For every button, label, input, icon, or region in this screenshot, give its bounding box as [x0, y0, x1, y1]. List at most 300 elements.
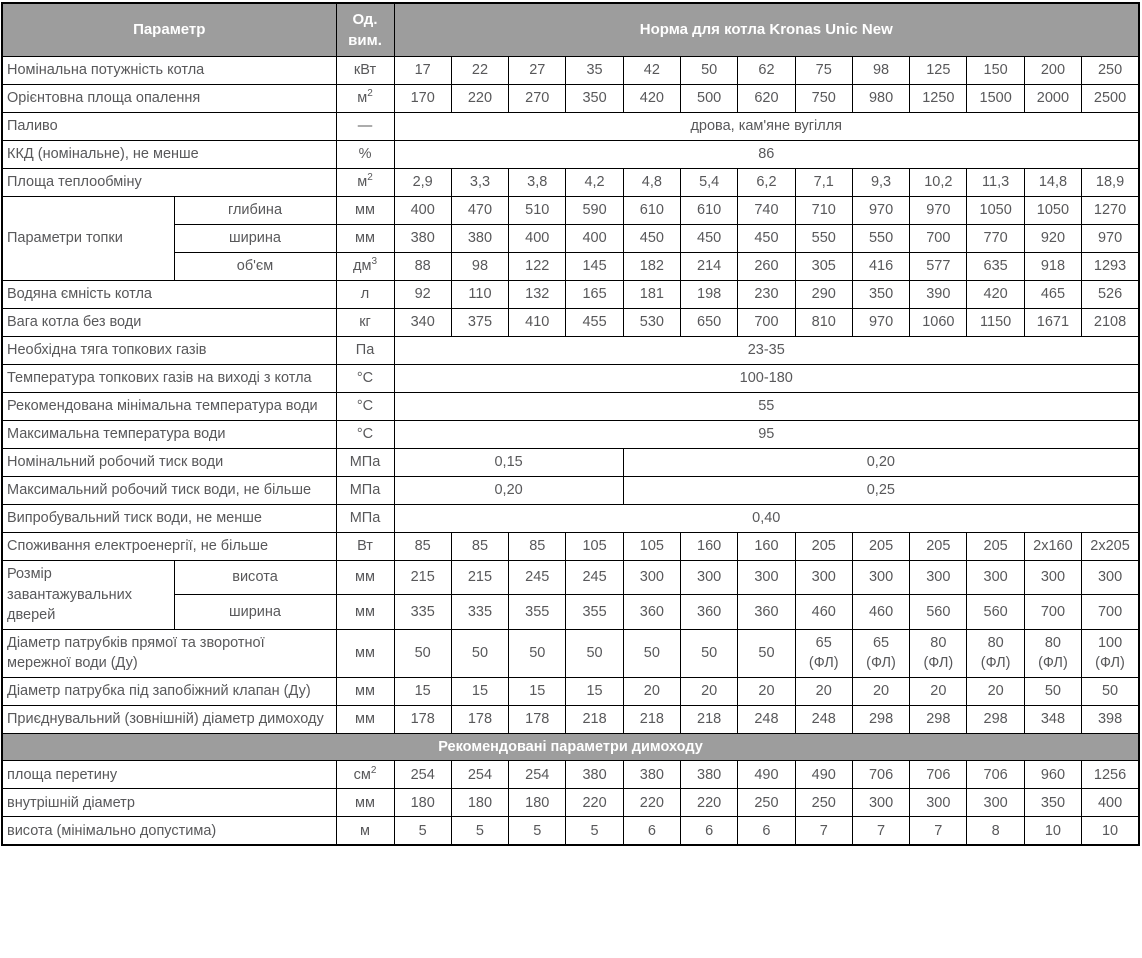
value-cell: 5 — [566, 817, 623, 846]
unit-cell: мм — [336, 677, 394, 705]
value-cell: 35 — [566, 57, 623, 85]
value-cell: 50 — [394, 629, 451, 677]
value-cell: 86 — [394, 141, 1139, 169]
value-cell: 450 — [623, 225, 680, 253]
value-cell: 2x160 — [1024, 533, 1081, 561]
value-cell: 254 — [451, 761, 508, 789]
param-cell: Діаметр патрубків прямої та зворотної мережної води (Ду) — [2, 629, 336, 677]
value-cell: 5 — [509, 817, 566, 846]
unit-cell: МПа — [336, 477, 394, 505]
value-cell: 1250 — [910, 85, 967, 113]
value-cell: 92 — [394, 281, 451, 309]
param-cell: ККД (номінальне), не менше — [2, 141, 336, 169]
unit-cell: кВт — [336, 57, 394, 85]
value-cell: 375 — [451, 309, 508, 337]
table-row — [2, 85, 1139, 113]
value-cell: 245 — [566, 561, 623, 595]
value-cell: 80 (ФЛ) — [910, 629, 967, 677]
value-cell: 550 — [852, 225, 909, 253]
value-cell: 355 — [509, 595, 566, 629]
section-header-row — [2, 733, 1139, 761]
value-cell: 150 — [967, 57, 1024, 85]
unit-cell: мм — [336, 197, 394, 225]
value-cell: 298 — [852, 705, 909, 733]
value-cell: 4,2 — [566, 169, 623, 197]
value-cell: 620 — [738, 85, 795, 113]
param-cell: Вага котла без води — [2, 309, 336, 337]
param-cell: Паливо — [2, 113, 336, 141]
value-cell: 14,8 — [1024, 169, 1081, 197]
table-header-row — [2, 3, 1139, 57]
unit-superscript: 2 — [367, 172, 373, 184]
value-cell: 218 — [623, 705, 680, 733]
value-cell: 18,9 — [1082, 169, 1139, 197]
param-cell: висота (мінімально допустима) — [2, 817, 336, 846]
value-cell: 1050 — [967, 197, 1024, 225]
value-cell: 170 — [394, 85, 451, 113]
value-cell: 98 — [852, 57, 909, 85]
value-cell: 1050 — [1024, 197, 1081, 225]
value-cell: 2x205 — [1082, 533, 1139, 561]
value-cell: 88 — [394, 253, 451, 281]
value-cell: 300 — [623, 561, 680, 595]
value-cell: 270 — [509, 85, 566, 113]
value-cell: 8 — [967, 817, 1024, 846]
unit-superscript: 2 — [367, 88, 373, 100]
value-cell: 770 — [967, 225, 1024, 253]
table-row — [2, 281, 1139, 309]
param-cell: Приєднувальний (зовнішній) діаметр димоходу — [2, 705, 336, 733]
value-cell: 105 — [623, 533, 680, 561]
value-cell: 920 — [1024, 225, 1081, 253]
value-cell: 510 — [509, 197, 566, 225]
value-cell: 335 — [451, 595, 508, 629]
value-cell: 230 — [738, 281, 795, 309]
unit-cell: °С — [336, 421, 394, 449]
table-row — [2, 817, 1139, 846]
value-cell: 248 — [738, 705, 795, 733]
value-cell: 380 — [566, 761, 623, 789]
value-cell: 180 — [451, 789, 508, 817]
value-cell: 85 — [394, 533, 451, 561]
unit-cell: — — [336, 113, 394, 141]
param-cell: Необхідна тяга топкових газів — [2, 337, 336, 365]
unit-superscript: 2 — [370, 764, 377, 776]
value-cell: 15 — [451, 677, 508, 705]
value-cell: 0,40 — [394, 505, 1139, 533]
value-cell: 960 — [1024, 761, 1081, 789]
value-cell: 160 — [738, 533, 795, 561]
param-cell: Споживання електроенергії, не більше — [2, 533, 336, 561]
value-cell: 85 — [451, 533, 508, 561]
value-cell: 160 — [681, 533, 738, 561]
value-cell: 20 — [795, 677, 852, 705]
value-cell: 65 (ФЛ) — [795, 629, 852, 677]
value-cell: 10 — [1024, 817, 1081, 846]
value-cell: 4,8 — [623, 169, 680, 197]
value-cell: 460 — [795, 595, 852, 629]
value-cell: 20 — [738, 677, 795, 705]
value-cell: 2500 — [1082, 85, 1139, 113]
value-cell: 5 — [451, 817, 508, 846]
value-cell: 20 — [681, 677, 738, 705]
subparam-cell: ширина — [174, 595, 336, 629]
header-parameter: Параметр — [2, 3, 336, 57]
value-cell: 0,20 — [394, 477, 623, 505]
value-cell: 10 — [1082, 817, 1139, 846]
subparam-cell: висота — [174, 561, 336, 595]
table-row — [2, 197, 1139, 225]
value-cell: 205 — [795, 533, 852, 561]
value-cell: 181 — [623, 281, 680, 309]
subparam-cell: ширина — [174, 225, 336, 253]
value-cell: 50 — [738, 629, 795, 677]
value-cell: 75 — [795, 57, 852, 85]
value-cell: 300 — [852, 561, 909, 595]
value-cell: 215 — [394, 561, 451, 595]
value-cell: 420 — [967, 281, 1024, 309]
value-cell: 300 — [1082, 561, 1139, 595]
param-cell: площа перетину — [2, 761, 336, 789]
unit-cell: мм — [336, 789, 394, 817]
value-cell: 125 — [910, 57, 967, 85]
value-cell: 20 — [910, 677, 967, 705]
value-cell: 250 — [1082, 57, 1139, 85]
value-cell: 260 — [738, 253, 795, 281]
table-row — [2, 705, 1139, 733]
value-cell: 11,3 — [967, 169, 1024, 197]
value-cell: 50 — [1024, 677, 1081, 705]
value-cell: 470 — [451, 197, 508, 225]
table-row — [2, 113, 1139, 141]
value-cell: 132 — [509, 281, 566, 309]
value-cell: 298 — [910, 705, 967, 733]
value-cell: 250 — [795, 789, 852, 817]
value-cell: 50 — [1082, 677, 1139, 705]
value-cell: 918 — [1024, 253, 1081, 281]
section-header: Рекомендовані параметри димоходу — [2, 733, 1139, 761]
value-cell: 360 — [738, 595, 795, 629]
value-cell: 1150 — [967, 309, 1024, 337]
value-cell: 65 (ФЛ) — [852, 629, 909, 677]
value-cell: 245 — [509, 561, 566, 595]
value-cell: 180 — [509, 789, 566, 817]
value-cell: 710 — [795, 197, 852, 225]
value-cell: 380 — [681, 761, 738, 789]
param-cell: Площа теплообміну — [2, 169, 336, 197]
value-cell: 218 — [681, 705, 738, 733]
value-cell: 27 — [509, 57, 566, 85]
param-cell: Орієнтовна площа опалення — [2, 85, 336, 113]
value-cell: 610 — [681, 197, 738, 225]
value-cell: 50 — [681, 629, 738, 677]
value-cell: 254 — [394, 761, 451, 789]
value-cell: 577 — [910, 253, 967, 281]
unit-cell: мм — [336, 629, 394, 677]
value-cell: 3,3 — [451, 169, 508, 197]
value-cell: 105 — [566, 533, 623, 561]
value-cell: 220 — [566, 789, 623, 817]
param-cell: Температура топкових газів на виході з котла — [2, 365, 336, 393]
value-cell: 465 — [1024, 281, 1081, 309]
value-cell: 5 — [394, 817, 451, 846]
param-cell: Параметри топки — [2, 197, 174, 281]
table-row — [2, 309, 1139, 337]
value-cell: 300 — [738, 561, 795, 595]
value-cell: 50 — [566, 629, 623, 677]
value-cell: 178 — [509, 705, 566, 733]
header-norm: Норма для котла Kronas Unic New — [394, 3, 1139, 57]
table-row — [2, 505, 1139, 533]
value-cell: 165 — [566, 281, 623, 309]
value-cell: 298 — [967, 705, 1024, 733]
boiler-spec-table — [1, 2, 1140, 846]
value-cell: 218 — [566, 705, 623, 733]
value-cell: 7,1 — [795, 169, 852, 197]
table-row — [2, 477, 1139, 505]
unit-cell: Па — [336, 337, 394, 365]
value-cell: 205 — [910, 533, 967, 561]
value-cell: 122 — [509, 253, 566, 281]
value-cell: 55 — [394, 393, 1139, 421]
value-cell: 7 — [852, 817, 909, 846]
table-row — [2, 761, 1139, 789]
value-cell: 305 — [795, 253, 852, 281]
table-row — [2, 533, 1139, 561]
value-cell: 15 — [509, 677, 566, 705]
unit-superscript: 3 — [371, 256, 378, 268]
value-cell: 6 — [681, 817, 738, 846]
value-cell: 560 — [910, 595, 967, 629]
value-cell: 300 — [967, 561, 1024, 595]
value-cell: 5,4 — [681, 169, 738, 197]
value-cell: 2,9 — [394, 169, 451, 197]
value-cell: 42 — [623, 57, 680, 85]
unit-cell: м — [336, 817, 394, 846]
value-cell: 348 — [1024, 705, 1081, 733]
unit-cell: МПа — [336, 449, 394, 477]
value-cell: 290 — [795, 281, 852, 309]
value-cell: 450 — [681, 225, 738, 253]
value-cell: 560 — [967, 595, 1024, 629]
value-cell: 214 — [681, 253, 738, 281]
value-cell: 250 — [738, 789, 795, 817]
value-cell: 970 — [852, 309, 909, 337]
value-cell: 380 — [394, 225, 451, 253]
subparam-cell: об'єм — [174, 253, 336, 281]
subparam-cell: глибина — [174, 197, 336, 225]
value-cell: 1293 — [1082, 253, 1139, 281]
value-cell: 300 — [1024, 561, 1081, 595]
value-cell: 20 — [852, 677, 909, 705]
param-cell: Діаметр патрубка під запобіжний клапан (Ду) — [2, 677, 336, 705]
value-cell: 1671 — [1024, 309, 1081, 337]
unit-cell: мм — [336, 595, 394, 629]
param-cell: Рекомендована мінімальна температура води — [2, 393, 336, 421]
value-cell: 178 — [451, 705, 508, 733]
value-cell: 110 — [451, 281, 508, 309]
value-cell: 400 — [394, 197, 451, 225]
value-cell: 50 — [623, 629, 680, 677]
table-row — [2, 141, 1139, 169]
value-cell: 182 — [623, 253, 680, 281]
value-cell: 350 — [566, 85, 623, 113]
value-cell: 300 — [910, 789, 967, 817]
value-cell: 7 — [910, 817, 967, 846]
value-cell: 6,2 — [738, 169, 795, 197]
value-cell: 398 — [1082, 705, 1139, 733]
value-cell: 6 — [623, 817, 680, 846]
value-cell: 62 — [738, 57, 795, 85]
value-cell: 400 — [509, 225, 566, 253]
value-cell: 200 — [1024, 57, 1081, 85]
value-cell: 205 — [967, 533, 1024, 561]
unit-cell: кг — [336, 309, 394, 337]
value-cell: 10,2 — [910, 169, 967, 197]
value-cell: 360 — [623, 595, 680, 629]
table-row — [2, 789, 1139, 817]
value-cell: 590 — [566, 197, 623, 225]
unit-cell: мм — [336, 225, 394, 253]
value-cell: 526 — [1082, 281, 1139, 309]
value-cell: 700 — [738, 309, 795, 337]
value-cell: 1270 — [1082, 197, 1139, 225]
value-cell: 20 — [623, 677, 680, 705]
value-cell: 205 — [852, 533, 909, 561]
value-cell: 416 — [852, 253, 909, 281]
value-cell: 980 — [852, 85, 909, 113]
param-cell: Випробувальний тиск води, не менше — [2, 505, 336, 533]
value-cell: 20 — [967, 677, 1024, 705]
value-cell: 17 — [394, 57, 451, 85]
unit-cell: МПа — [336, 505, 394, 533]
value-cell: 460 — [852, 595, 909, 629]
value-cell: 360 — [681, 595, 738, 629]
value-cell: 810 — [795, 309, 852, 337]
unit-cell: $дм^3$ — [336, 253, 394, 281]
value-cell: 700 — [1082, 595, 1139, 629]
param-cell: Номінальний робочий тиск води — [2, 449, 336, 477]
value-cell: 23-35 — [394, 337, 1139, 365]
value-cell: 706 — [910, 761, 967, 789]
table-row — [2, 421, 1139, 449]
value-cell: 22 — [451, 57, 508, 85]
unit-cell: °С — [336, 393, 394, 421]
value-cell: 220 — [623, 789, 680, 817]
value-cell: 80 (ФЛ) — [1024, 629, 1081, 677]
value-cell: 350 — [1024, 789, 1081, 817]
value-cell: 340 — [394, 309, 451, 337]
unit-cell: % — [336, 141, 394, 169]
param-cell: Номінальна потужність котла — [2, 57, 336, 85]
value-cell: 7 — [795, 817, 852, 846]
value-cell: 400 — [566, 225, 623, 253]
value-cell: 410 — [509, 309, 566, 337]
value-cell: 0,20 — [623, 449, 1139, 477]
value-cell: 145 — [566, 253, 623, 281]
value-cell: 0,25 — [623, 477, 1139, 505]
unit-cell: $м^2$ — [336, 169, 394, 197]
value-cell: 1500 — [967, 85, 1024, 113]
value-cell: 550 — [795, 225, 852, 253]
unit-cell: мм — [336, 561, 394, 595]
value-cell: 0,15 — [394, 449, 623, 477]
unit-cell: Вт — [336, 533, 394, 561]
table-row — [2, 449, 1139, 477]
value-cell: 300 — [795, 561, 852, 595]
unit-cell: °С — [336, 365, 394, 393]
unit-cell: л — [336, 281, 394, 309]
table-row — [2, 561, 1139, 595]
spec-table-body — [2, 57, 1139, 846]
value-cell: 706 — [967, 761, 1024, 789]
value-cell: 380 — [623, 761, 680, 789]
value-cell: 530 — [623, 309, 680, 337]
value-cell: 2000 — [1024, 85, 1081, 113]
value-cell: 178 — [394, 705, 451, 733]
value-cell: 380 — [451, 225, 508, 253]
table-row — [2, 677, 1139, 705]
value-cell: 95 — [394, 421, 1139, 449]
value-cell: 450 — [738, 225, 795, 253]
value-cell: 100-180 — [394, 365, 1139, 393]
param-cell: Водяна ємність котла — [2, 281, 336, 309]
value-cell: 700 — [910, 225, 967, 253]
value-cell: 220 — [451, 85, 508, 113]
value-cell: 215 — [451, 561, 508, 595]
value-cell: 50 — [509, 629, 566, 677]
value-cell: 300 — [910, 561, 967, 595]
value-cell: 248 — [795, 705, 852, 733]
value-cell: 180 — [394, 789, 451, 817]
value-cell: 970 — [910, 197, 967, 225]
value-cell: 740 — [738, 197, 795, 225]
param-cell: внутрішній діаметр — [2, 789, 336, 817]
value-cell: 85 — [509, 533, 566, 561]
value-cell: 750 — [795, 85, 852, 113]
value-cell: 420 — [623, 85, 680, 113]
unit-cell: $м^2$ — [336, 85, 394, 113]
value-cell: 490 — [738, 761, 795, 789]
value-cell: 390 — [910, 281, 967, 309]
value-cell: 15 — [394, 677, 451, 705]
value-cell: 9,3 — [852, 169, 909, 197]
unit-cell: $см^2$ — [336, 761, 394, 789]
value-cell: 198 — [681, 281, 738, 309]
value-cell: 220 — [681, 789, 738, 817]
value-cell: 700 — [1024, 595, 1081, 629]
table-row — [2, 337, 1139, 365]
value-cell: 970 — [852, 197, 909, 225]
table-row — [2, 629, 1139, 677]
value-cell: 100 (ФЛ) — [1082, 629, 1139, 677]
value-cell: 300 — [852, 789, 909, 817]
value-cell: 490 — [795, 761, 852, 789]
value-cell: 50 — [681, 57, 738, 85]
value-cell: 1060 — [910, 309, 967, 337]
header-unit: Од. вим. — [336, 3, 394, 57]
param-cell: Максимальна температура води — [2, 421, 336, 449]
value-cell: 254 — [509, 761, 566, 789]
value-cell: 2108 — [1082, 309, 1139, 337]
value-cell: 350 — [852, 281, 909, 309]
value-cell: 635 — [967, 253, 1024, 281]
value-cell: 650 — [681, 309, 738, 337]
value-cell: 500 — [681, 85, 738, 113]
table-row — [2, 169, 1139, 197]
unit-cell: мм — [336, 705, 394, 733]
value-cell: 610 — [623, 197, 680, 225]
